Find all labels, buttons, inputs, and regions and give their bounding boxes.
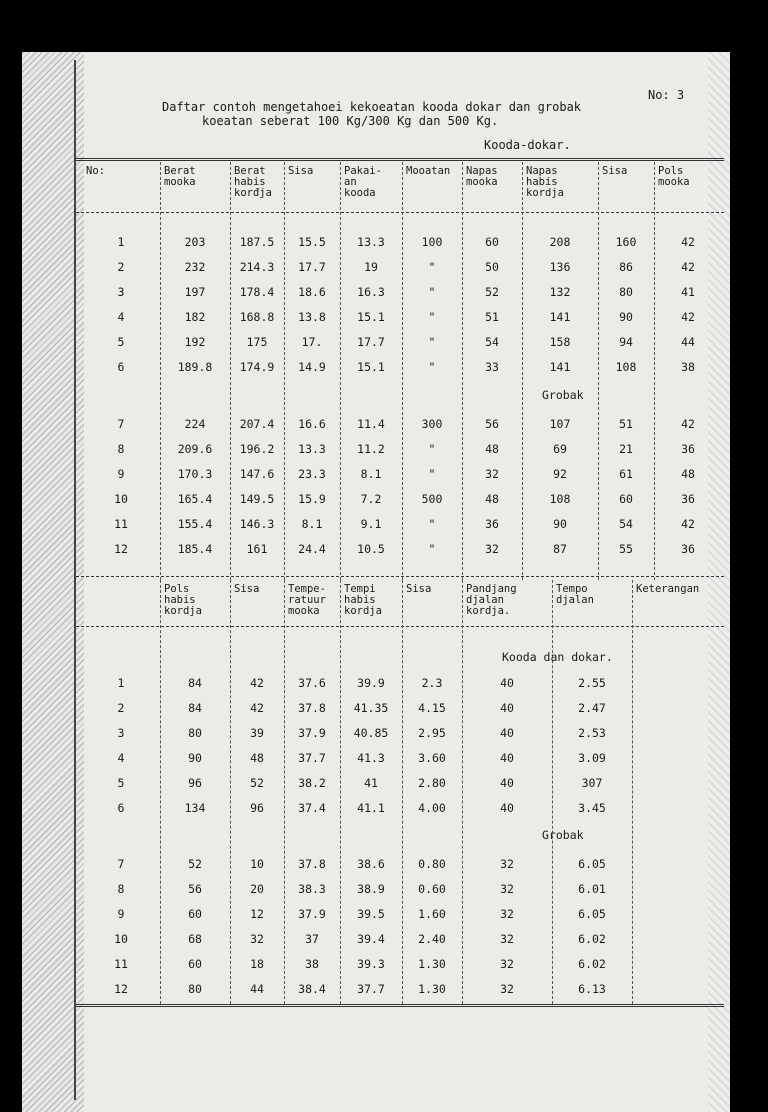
bottom-table-cell: 3.09: [578, 751, 606, 765]
bottom-table-cell: 37.9: [298, 726, 326, 740]
top-table-cell: 185.4: [177, 542, 213, 556]
bottom-table-cell: 32: [500, 982, 514, 996]
bottom-table-cell: 32: [500, 857, 514, 871]
top-table-cell: 19: [364, 260, 378, 274]
top-table-cell: 56: [485, 417, 499, 431]
top-table-cell: ": [428, 517, 436, 531]
bottom-table-cell: 32: [500, 882, 514, 896]
top-table-cell: 33: [485, 360, 499, 374]
bottom-table-cell: 37.9: [298, 907, 326, 921]
top-table-cell: 54: [485, 335, 499, 349]
bottom-table-cell: 5: [117, 776, 125, 790]
top-table-cell: 13.8: [298, 310, 326, 324]
top-header-cell: Pols mooka: [658, 165, 690, 188]
bottom-table-cell: 44: [250, 982, 264, 996]
bottom-table-cell: 37.7: [298, 751, 326, 765]
bottom-table-cell: 80: [188, 726, 202, 740]
top-table-cell: 147.6: [239, 467, 275, 481]
bottom-table-cell: 39.3: [357, 957, 385, 971]
bottom-table-cell: 10: [114, 932, 128, 946]
bottom-table-cell: 40.85: [353, 726, 389, 740]
top-header-cell: Berat habis korđja: [234, 165, 272, 199]
top-table-cell: 36: [681, 492, 695, 506]
top-table-cell: 8.1: [360, 467, 382, 481]
top-table-cell: 141: [549, 310, 571, 324]
bottom-table-cell: 96: [188, 776, 202, 790]
bottom-table-cell: 40: [500, 676, 514, 690]
top-table-cell: 16.6: [298, 417, 326, 431]
bottom-header-cell: Tempe- ratuur mooka: [288, 583, 326, 617]
top-table-cell: 187.5: [239, 235, 275, 249]
bottom-table-cell: 60: [188, 907, 202, 921]
bottom-table-cell: 52: [250, 776, 264, 790]
bottom-table-cell: 2.47: [578, 701, 606, 715]
top-header-cell: Sisa: [602, 165, 628, 177]
bottom-table-cell: 0.60: [418, 882, 446, 896]
top-table-cell: ": [428, 442, 436, 456]
top-table-cell: 42: [681, 260, 695, 274]
top-table-cell: 160: [615, 235, 637, 249]
bottom-table-cell: 41.1: [357, 801, 385, 815]
top-header-cell: Napas habis kordja: [526, 165, 564, 199]
top-table-cell: 9.1: [360, 517, 382, 531]
bottom-table-cell: 60: [188, 957, 202, 971]
bottom-table-cell: 38.3: [298, 882, 326, 896]
top-table-cell: 11: [114, 517, 128, 531]
top-table-cell: 214.3: [239, 260, 275, 274]
bottom-table-cell: 39: [250, 726, 264, 740]
bottom-table-cell: 40: [500, 726, 514, 740]
top-table-cell: 192: [184, 335, 206, 349]
bottom-table-cell: 68: [188, 932, 202, 946]
top-table-cell: 7: [117, 417, 125, 431]
top-table-cell: 17.: [301, 335, 323, 349]
bottom-table-cell: 37.6: [298, 676, 326, 690]
top-table-cell: 50: [485, 260, 499, 274]
top-table-cell: 232: [184, 260, 206, 274]
top-table-cell: 208: [549, 235, 571, 249]
top-table-cell: 42: [681, 235, 695, 249]
top-table-cell: 4: [117, 310, 125, 324]
top-table-cell: ": [428, 360, 436, 374]
bottom-table-cell: 90: [188, 751, 202, 765]
bottom-table-cell: 37.8: [298, 701, 326, 715]
bottom-table-cell: 52: [188, 857, 202, 871]
bottom-table-cell: 32: [250, 932, 264, 946]
bottom-table-cell: 6.13: [578, 982, 606, 996]
section-kooda-dan-dokar: Kooda dan dokar.: [502, 650, 613, 664]
top-table-cell: 170.3: [177, 467, 213, 481]
top-table-cell: 175: [246, 335, 268, 349]
bottom-header-cell: Pols habis kordja: [164, 583, 202, 617]
bottom-table-cell: 2: [117, 701, 125, 715]
top-table-cell: 15.9: [298, 492, 326, 506]
section-grobak-bottom: Grobak: [542, 828, 584, 842]
bottom-table-cell: 39.9: [357, 676, 385, 690]
top-table-cell: 146.3: [239, 517, 275, 531]
top-table-cell: 108: [615, 360, 637, 374]
top-table-cell: 168.8: [239, 310, 275, 324]
top-table-cell: 203: [184, 235, 206, 249]
bottom-table-cell: 3: [117, 726, 125, 740]
bottom-table-cell: 20: [250, 882, 264, 896]
top-table-cell: 36: [485, 517, 499, 531]
bottom-table-cell: 42: [250, 676, 264, 690]
bottom-table-cell: 1.30: [418, 982, 446, 996]
top-table-cell: 7.2: [360, 492, 382, 506]
top-table-cell: 1: [117, 235, 125, 249]
bottom-table-cell: 9: [117, 907, 125, 921]
bottom-table-cell: 1.30: [418, 957, 446, 971]
bottom-table-cell: 40: [500, 751, 514, 765]
bottom-header-cell: Sisa: [234, 583, 260, 595]
top-table-cell: 158: [549, 335, 571, 349]
top-table-cell: 32: [485, 542, 499, 556]
top-table-cell: 178.4: [239, 285, 275, 299]
top-header-rule: [76, 212, 724, 213]
top-table-cell: 15.1: [357, 310, 385, 324]
bottom-table-cell: 6.02: [578, 957, 606, 971]
top-table-cell: 87: [553, 542, 567, 556]
bottom-table-cell: 37.8: [298, 857, 326, 871]
top-table-cell: 15.1: [357, 360, 385, 374]
top-table-cell: 224: [184, 417, 206, 431]
bottom-table-cell: 3.45: [578, 801, 606, 815]
bottom-rule: [76, 1004, 724, 1007]
bottom-table-cell: 6: [117, 801, 125, 815]
document-page: [22, 52, 730, 1112]
top-table-cell: 92: [553, 467, 567, 481]
top-table-cell: 161: [246, 542, 268, 556]
top-table-cell: 108: [549, 492, 571, 506]
bottom-table-cell: 38.4: [298, 982, 326, 996]
bottom-table-cell: 37.7: [357, 982, 385, 996]
bottom-table-cell: 38: [305, 957, 319, 971]
bottom-table-cell: 11: [114, 957, 128, 971]
bottom-table-cell: 2.95: [418, 726, 446, 740]
top-table-cell: 60: [619, 492, 633, 506]
top-header-cell: Mooatan: [406, 165, 451, 177]
top-table-cell: 6: [117, 360, 125, 374]
bottom-header-cell: Sisa: [406, 583, 432, 595]
top-table-cell: 42: [681, 517, 695, 531]
top-table-cell: 10: [114, 492, 128, 506]
top-table-cell: 86: [619, 260, 633, 274]
bottom-table-cell: 3.60: [418, 751, 446, 765]
bottom-header-cell: Keterangan: [636, 583, 700, 595]
bottom-table-cell: 8: [117, 882, 125, 896]
top-table-cell: 80: [619, 285, 633, 299]
top-table-cell: 13.3: [357, 235, 385, 249]
top-table-cell: 36: [681, 542, 695, 556]
bottom-table-cell: 2.55: [578, 676, 606, 690]
top-table-cell: 17.7: [357, 335, 385, 349]
top-table-cell: 2: [117, 260, 125, 274]
top-table-cell: 14.9: [298, 360, 326, 374]
top-table-cell: 23.3: [298, 467, 326, 481]
top-table-cell: 51: [485, 310, 499, 324]
top-table-cell: 24.4: [298, 542, 326, 556]
bottom-table-cell: 6.02: [578, 932, 606, 946]
top-table-cell: 300: [421, 417, 443, 431]
bottom-table-cell: 84: [188, 676, 202, 690]
bottom-table-cell: 37.4: [298, 801, 326, 815]
top-table-cell: 94: [619, 335, 633, 349]
bottom-table-cell: 40: [500, 701, 514, 715]
bottom-table-cell: 12: [250, 907, 264, 921]
bottom-table-cell: 12: [114, 982, 128, 996]
bottom-table-cell: 37: [305, 932, 319, 946]
top-table-cell: 10.5: [357, 542, 385, 556]
bottom-table-cell: 307: [581, 776, 603, 790]
top-table-cell: 16.3: [357, 285, 385, 299]
bottom-table-cell: 32: [500, 957, 514, 971]
top-header-cell: Sisa: [288, 165, 314, 177]
bottom-table-cell: 32: [500, 907, 514, 921]
bottom-header-cell: Tempi habis kordja: [344, 583, 382, 617]
top-table-cell: 500: [421, 492, 443, 506]
top-table-cell: 189.8: [177, 360, 213, 374]
top-table-cell: 54: [619, 517, 633, 531]
bottom-table-cell: 2.80: [418, 776, 446, 790]
top-header-cell: Berat mooka: [164, 165, 196, 188]
top-table-cell: 90: [553, 517, 567, 531]
bottom-table-cell: 38.2: [298, 776, 326, 790]
bottom-table-cell: 2.40: [418, 932, 446, 946]
top-table-cell: 155.4: [177, 517, 213, 531]
bottom-table-cell: 80: [188, 982, 202, 996]
top-table-cell: ": [428, 310, 436, 324]
document-number: No: 3: [648, 88, 685, 102]
bottom-table-cell: 1.60: [418, 907, 446, 921]
top-table-cell: 15.5: [298, 235, 326, 249]
top-table-cell: ": [428, 542, 436, 556]
top-table-cell: 42: [681, 417, 695, 431]
bottom-table-cell: 40: [500, 801, 514, 815]
bottom-table-cell: 18: [250, 957, 264, 971]
top-table-cell: 209.6: [177, 442, 213, 456]
bottom-table-cell: 4.00: [418, 801, 446, 815]
top-table-cell: 165.4: [177, 492, 213, 506]
top-header-cell: Napas mooka: [466, 165, 498, 188]
bottom-header-cell: Pandjang djalan kordja.: [466, 583, 517, 617]
top-table-cell: 17.7: [298, 260, 326, 274]
top-table-cell: 100: [421, 235, 443, 249]
top-table-cell: 11.2: [357, 442, 385, 456]
top-table-cell: 48: [485, 492, 499, 506]
bottom-table-cell: 7: [117, 857, 125, 871]
top-table-cell: 197: [184, 285, 206, 299]
bottom-header-rule: [76, 626, 724, 627]
top-table-cell: 52: [485, 285, 499, 299]
bottom-table-cell: 38.6: [357, 857, 385, 871]
bottom-header-cell: Tempo djalan: [556, 583, 594, 606]
title-line-2: koeatan seberat 100 Kg/300 Kg dan 500 Kg.: [202, 114, 499, 128]
top-table-cell: 60: [485, 235, 499, 249]
bottom-table-cell: 0.80: [418, 857, 446, 871]
top-table-cell: 11.4: [357, 417, 385, 431]
top-table-cell: 9: [117, 467, 125, 481]
top-table-cell: 5: [117, 335, 125, 349]
top-table-cell: 12: [114, 542, 128, 556]
bottom-table-cell: 48: [250, 751, 264, 765]
top-table-cell: 48: [681, 467, 695, 481]
top-table-cell: 196.2: [239, 442, 275, 456]
top-table-cell: ": [428, 285, 436, 299]
bottom-table-cell: 56: [188, 882, 202, 896]
top-table-cell: 90: [619, 310, 633, 324]
top-table-cell: 55: [619, 542, 633, 556]
top-table-cell: ": [428, 467, 436, 481]
top-table-cell: 3: [117, 285, 125, 299]
top-table-cell: 42: [681, 310, 695, 324]
left-margin-rule: [74, 60, 76, 1100]
top-table-cell: 8.1: [301, 517, 323, 531]
bottom-table-cell: 96: [250, 801, 264, 815]
bottom-table-cell: 134: [184, 801, 206, 815]
bottom-table-cell: 10: [250, 857, 264, 871]
top-header-cell: No:: [86, 165, 105, 177]
top-table-cell: 18.6: [298, 285, 326, 299]
bottom-table-cell: 40: [500, 776, 514, 790]
top-table-cell: 207.4: [239, 417, 275, 431]
top-table-cell: 136: [549, 260, 571, 274]
top-table-cell: 182: [184, 310, 206, 324]
bottom-table-cell: 2.53: [578, 726, 606, 740]
top-table-cell: 8: [117, 442, 125, 456]
top-table-cell: 149.5: [239, 492, 275, 506]
top-table-cell: 41: [681, 285, 695, 299]
top-table-cell: 107: [549, 417, 571, 431]
section-kooda-dokar: Kooda-dokar.: [484, 138, 571, 152]
section-grobak-top: Grobak: [542, 388, 584, 402]
bottom-table-cell: 41.35: [353, 701, 389, 715]
bottom-table-cell: 39.5: [357, 907, 385, 921]
bottom-table-cell: 6.05: [578, 857, 606, 871]
bottom-table-cell: 32: [500, 932, 514, 946]
bottom-table-cell: 38.9: [357, 882, 385, 896]
bottom-top-rule: [76, 576, 724, 577]
top-table-cell: 51: [619, 417, 633, 431]
top-table-cell: 48: [485, 442, 499, 456]
bottom-table-cell: 4: [117, 751, 125, 765]
top-header-cell: Pakai- an kooda: [344, 165, 382, 199]
top-table-cell: 38: [681, 360, 695, 374]
top-table-cell: 36: [681, 442, 695, 456]
bottom-table-cell: 84: [188, 701, 202, 715]
top-table-cell: 61: [619, 467, 633, 481]
top-table-cell: 69: [553, 442, 567, 456]
top-table-cell: 21: [619, 442, 633, 456]
top-table-cell: 141: [549, 360, 571, 374]
scan-noise-right: [708, 52, 730, 1112]
title-line-1: Daftar contoh mengetahoei kekoeatan kooda dokar dan grobak: [162, 100, 582, 114]
top-table-cell: 174.9: [239, 360, 275, 374]
top-table-cell: 32: [485, 467, 499, 481]
bottom-table-cell: 4.15: [418, 701, 446, 715]
top-table-cell: ": [428, 260, 436, 274]
bottom-table-cell: 6.05: [578, 907, 606, 921]
bottom-table-cell: 42: [250, 701, 264, 715]
bottom-table-cell: 2.3: [421, 676, 443, 690]
bottom-table-cell: 41: [364, 776, 378, 790]
bottom-table-cell: 39.4: [357, 932, 385, 946]
bottom-table-cell: 6.01: [578, 882, 606, 896]
bottom-table-cell: 41.3: [357, 751, 385, 765]
top-table-cell: 132: [549, 285, 571, 299]
bottom-table-cell: 1: [117, 676, 125, 690]
top-table-cell: 44: [681, 335, 695, 349]
top-table-cell: 13.3: [298, 442, 326, 456]
bottom-column-divider: [632, 580, 633, 1004]
top-table-cell: ": [428, 335, 436, 349]
top-rule: [76, 158, 724, 161]
